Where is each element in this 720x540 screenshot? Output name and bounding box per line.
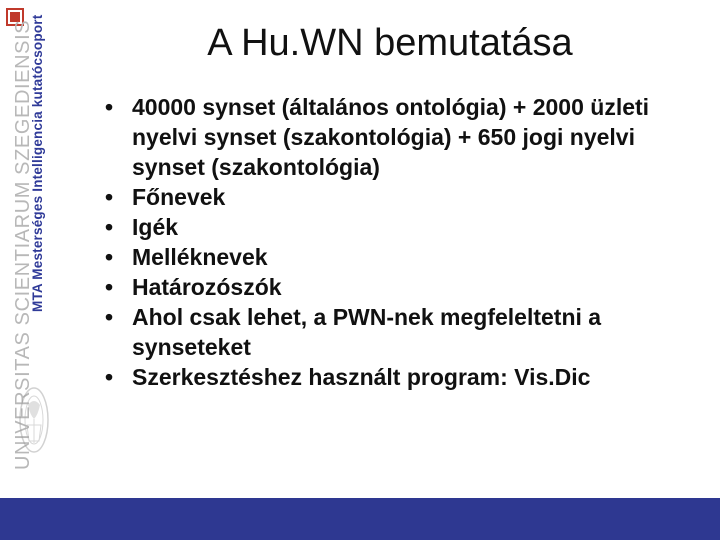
bullet-item (103, 362, 683, 392)
bullet-dot-icon: • (105, 304, 114, 330)
slide-title: A Hu.WN bemutatása (207, 22, 573, 64)
branding-sidebar (0, 0, 52, 498)
bullet-dot-icon: • (105, 214, 114, 240)
bullet-dot-icon: • (105, 244, 114, 270)
bullet-item (103, 182, 683, 212)
bullet-dot-icon: • (105, 184, 114, 210)
slide-content (103, 92, 683, 495)
bullet-item (103, 242, 683, 272)
bullet-dot-icon: • (105, 94, 114, 120)
bullet-text: Határozószók (132, 274, 282, 300)
bullet-item (103, 272, 683, 302)
bullet-dot-icon: • (105, 274, 114, 300)
bullet-text: Melléknevek (132, 244, 268, 270)
bullet-text: Ahol csak lehet, a PWN-nek megfeleltetni a synseteket (132, 304, 602, 360)
bullet-dot-icon: • (105, 364, 114, 390)
bullet-list (103, 92, 683, 392)
bullet-item (103, 302, 683, 362)
university-name: UNIVERSITAS SCIENTIARUM SZEGEDIENSIS (12, 19, 34, 470)
university-seal-icon (18, 385, 50, 455)
bullet-text: Szerkesztéshez használt program: Vis.Dic (132, 364, 591, 390)
research-group-name: MTA Mesterséges Intelligencia kutatócsoport (30, 14, 45, 312)
bullet-text: Főnevek (132, 184, 226, 210)
bullet-text: Igék (132, 214, 179, 240)
footer-bar (0, 498, 720, 540)
bullet-text: 40000 synset (általános ontológia) + 2000 üzleti nyelvi synset (szakontológia) + 650 jogi nyelvi synset (szakontológia) (132, 94, 650, 180)
bullet-item (103, 92, 683, 182)
bullet-item (103, 212, 683, 242)
